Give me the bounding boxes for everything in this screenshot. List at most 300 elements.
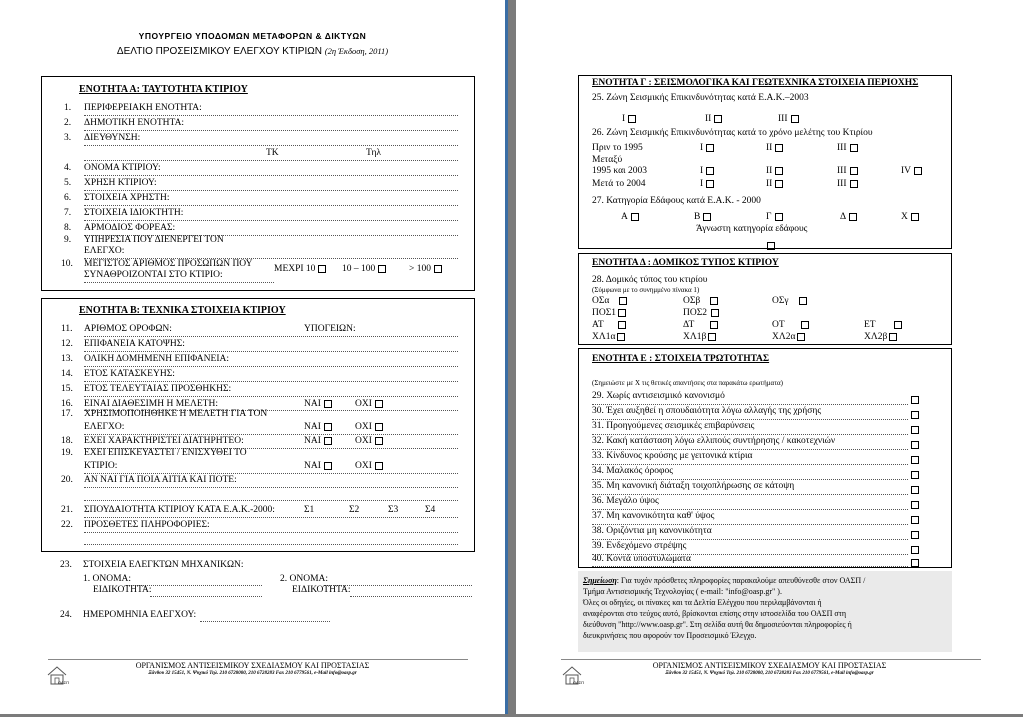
vuln-item-label: 40. Κοντά υποστυλώματα: [592, 554, 691, 564]
section-e-note: (Σημειώστε με Χ τις θετικές απαντήσεις στα παρακάτω ερωτήματα): [592, 379, 784, 387]
checkbox[interactable]: [911, 559, 919, 567]
type-label: ΕΤ: [864, 320, 876, 330]
postal-code-label: ΤΚ: [266, 148, 279, 158]
max-persons-label-2: ΣΥΝΑΘΡΟΙΖΟΝΤΑΙ ΣΤΟ ΚΤΙΡΙΟ:: [84, 270, 223, 280]
q28-note: (Σύμφωνα με το συνημμένο πίνακα 1): [592, 286, 700, 294]
soil-option: [901, 212, 919, 222]
checkbox[interactable]: [911, 441, 919, 449]
checkbox[interactable]: [911, 411, 919, 419]
yes-option: [304, 461, 332, 471]
building-name-field[interactable]: [84, 175, 458, 176]
inspection-date-label: ΗΜΕΡΟΜΗΝΙΑ ΕΛΕΓΧΟΥ:: [83, 610, 197, 620]
section-g-title: ΕΝΟΤΗΤΑ Γ : ΣΕΙΣΜΟΛΟΓΙΚΑ ΚΑΙ ΓΕΩΤΕΧΝΙΚΑ ΣΤΟΙΧΕΙΑ ΠΕΡΙΟΧΗΣ: [592, 78, 919, 88]
item-number: 23.: [60, 560, 72, 570]
type-label: ΔΤ: [683, 320, 695, 330]
row-divider: [592, 479, 908, 480]
postal-phone-field[interactable]: [84, 160, 458, 161]
zone-option: [766, 143, 783, 153]
checkbox[interactable]: [911, 456, 919, 464]
row-divider: [592, 434, 908, 435]
no-option: [355, 422, 383, 432]
zone-option: [837, 166, 858, 176]
zone-option: [622, 114, 636, 124]
checkbox[interactable]: [911, 396, 919, 404]
vuln-item-33: [592, 451, 752, 461]
row-divider: [592, 509, 908, 510]
item-number: 16.: [61, 399, 73, 409]
vuln-item-32: [592, 436, 835, 446]
municipality-field[interactable]: [84, 130, 458, 131]
yes-option: [304, 399, 332, 409]
zone-option: [700, 166, 714, 176]
checkbox[interactable]: [894, 321, 902, 329]
no-label: ΟΧΙ: [355, 436, 372, 446]
type-label: ΟΤ: [772, 320, 785, 330]
item-number: 4.: [64, 163, 72, 173]
zone-option: [766, 179, 783, 189]
type-option: [683, 320, 718, 330]
yes-option: [304, 436, 332, 446]
checkbox[interactable]: [375, 423, 383, 431]
item-number: 1.: [64, 103, 72, 113]
checkbox[interactable]: [911, 213, 919, 221]
item-number: 8.: [64, 223, 72, 233]
zone-label: Ι: [700, 179, 704, 189]
repair-reason-label: ΑΝ ΝΑΙ ΓΙΑ ΠΟΙΑ ΑΙΤΙΑ ΚΑΙ ΠΟΤΕ:: [84, 475, 237, 485]
total-area-field[interactable]: [84, 366, 458, 367]
type-label: ΧΛ2β: [864, 332, 888, 342]
checkbox[interactable]: [628, 115, 636, 123]
item-number: 3.: [64, 133, 72, 143]
form-title-text: ΔΕΛΤΙΟ ΠΡΟΣΕΙΣΜΙΚΟΥ ΕΛΕΓΧΟΥ ΚΤΙΡΙΩΝ: [116, 46, 322, 57]
total-area-label: ΟΛΙΚΗ ΔΟΜΗΜΕΝΗ ΕΠΙΦΑΝΕΙΑ:: [84, 354, 229, 364]
zone-label: Ι: [700, 166, 704, 176]
note-line-6: διευκρινήσεις που αφορούν τον Προσεισμικό Έλεγχο.: [583, 631, 757, 640]
1995-2003-label: 1995 και 2003: [592, 166, 647, 176]
address-label: ΔΙΕΥΘΥΝΣΗ:: [84, 133, 141, 143]
type-label: ΧΛ2α: [772, 332, 796, 342]
vuln-item-label: 30. Έχει αυξηθεί η σπουδαιότητα λόγω αλλαγής της χρήσης: [592, 406, 822, 416]
checkbox[interactable]: [714, 115, 722, 123]
yes-label: ΝΑΙ: [304, 436, 321, 446]
checkbox[interactable]: [850, 180, 858, 188]
section-e-title: ΕΝΟΤΗΤΑ Ε : ΣΤΟΙΧΕΙΑ ΤΡΩΤΟΤΗΤΑΣ: [592, 354, 770, 364]
persons-option-label: 10 – 100: [342, 264, 376, 274]
engineer-1-specialty-label: ΕΙΔΙΚΟΤΗΤΑ:: [93, 585, 152, 595]
checkbox[interactable]: [775, 213, 783, 221]
max-persons-label: ΜΕΓΙΣΤΟΣ ΑΡΙΘΜΟΣ ΠΡΟΣΩΠΩΝ ΠΟΥ: [84, 259, 253, 269]
engineer-2-specialty-field[interactable]: [350, 596, 472, 597]
checkbox[interactable]: [911, 426, 919, 434]
engineer-1-name-label: 1. ΟΝΟΜΑ:: [83, 574, 132, 584]
engineers-label: ΣΤΟΙΧΕΙΑ ΕΛΕΓΚΤΩΝ ΜΗΧΑΝΙΚΩΝ:: [83, 560, 244, 570]
floors-field[interactable]: [84, 336, 458, 337]
type-option: [772, 332, 805, 342]
checkbox[interactable]: [911, 516, 919, 524]
type-option: [592, 296, 627, 306]
repaired-label-2: ΚΤΙΡΙΟ:: [84, 461, 118, 471]
zone-option: [705, 114, 722, 124]
zone-option: [700, 179, 714, 189]
persons-option-10: [274, 264, 326, 274]
checkbox[interactable]: [911, 471, 919, 479]
zone-option: [766, 166, 783, 176]
building-name-label: ΟΝΟΜΑ ΚΤΙΡΙΟΥ:: [84, 163, 161, 173]
vuln-item-label: 29. Χωρίς αντισεισμικό κανονισμό: [592, 391, 725, 401]
vuln-item-35: [592, 481, 794, 491]
checkbox[interactable]: [378, 265, 386, 273]
q27-label: 27. Κατηγορία Εδάφους κατά Ε.Α.Κ. - 2000: [592, 196, 761, 206]
persons-option-over-100: [409, 264, 442, 274]
checkbox[interactable]: [710, 321, 718, 329]
construction-year-label: ΕΤΟΣ ΚΑΤΑΣΚΕΥΗΣ:: [84, 369, 175, 379]
max-persons-field[interactable]: [84, 282, 274, 283]
type-option: [772, 320, 809, 330]
checkbox[interactable]: [911, 501, 919, 509]
owner-info-label: ΣΤΟΙΧΕΙΑ ΙΔΙΟΚΤΗΤΗ:: [84, 208, 184, 218]
soil-label: Β: [694, 212, 701, 222]
zone-option: [837, 179, 858, 189]
type-label: ΟΣβ: [683, 296, 701, 306]
importance-s2[interactable]: Σ2: [349, 505, 360, 515]
study-used-label-2: ΕΛΕΓΧΟ:: [84, 422, 125, 432]
type-option: [864, 320, 902, 330]
importance-s4[interactable]: Σ4: [425, 505, 436, 515]
footer-address: Ξάνθου 32 15451, Ν. Ψυχικό Τηλ. 210 6728000, 210 6728283 Fax 210 6779561, e-Mail info@oasp.gr: [665, 671, 874, 676]
zone-label: ΙΙ: [766, 166, 773, 176]
type-label: ΧΛ1β: [683, 332, 707, 342]
yes-label: ΝΑΙ: [304, 399, 321, 409]
zone-label: ΙΙΙ: [778, 114, 788, 124]
construction-year-field[interactable]: [84, 381, 458, 382]
checkbox[interactable]: [791, 115, 799, 123]
q28-label: 28. Δομικός τύπος του κτιρίου: [592, 275, 708, 285]
item-number: 14.: [61, 369, 73, 379]
type-option: [592, 332, 625, 342]
no-label: ΟΧΙ: [355, 422, 372, 432]
form-title: [0, 46, 505, 57]
before-1995-label: Πριν το 1995: [592, 143, 643, 153]
checkbox[interactable]: [324, 400, 332, 408]
no-option: [355, 436, 383, 446]
type-option: [683, 308, 719, 318]
phone-label: Τηλ: [366, 148, 382, 158]
no-label: ΟΧΙ: [355, 461, 372, 471]
row-divider: [592, 419, 908, 420]
vuln-item-label: 31. Προηγούμενες σεισμικές επιβαρύνσεις: [592, 421, 755, 431]
type-label: ΠΟΣ1: [592, 308, 617, 318]
type-option: [592, 308, 626, 318]
inspection-service-label: ΥΠΗΡΕΣΙΑ ΠΟΥ ΔΙΕΝΕΡΓΕΙ ΤΟΝ: [84, 235, 224, 245]
footer-address: Ξάνθου 32 15451, Ν. Ψυχικό Τηλ. 210 6728000, 210 6728283 Fax 210 6779561, e-Mail info@oasp.gr: [148, 671, 357, 676]
vuln-item-31: [592, 421, 754, 431]
vuln-item-label: 34. Μαλακός όροφος: [592, 466, 673, 476]
checkbox[interactable]: [797, 333, 805, 341]
address-field[interactable]: [84, 145, 458, 146]
vuln-item-29: [592, 391, 725, 401]
user-info-label: ΣΤΟΙΧΕΙΑ ΧΡΗΣΤΗ:: [84, 193, 170, 203]
basements-label: ΥΠΟΓΕΙΩΝ:: [304, 324, 356, 334]
checkbox[interactable]: [375, 462, 383, 470]
zone-option: [778, 114, 799, 124]
checkbox[interactable]: [375, 437, 383, 445]
repair-reason-field-2[interactable]: [84, 500, 458, 501]
inspection-service-label-2: ΕΛΕΓΧΟ:: [84, 246, 125, 256]
item-number: 10.: [61, 259, 73, 269]
checkbox[interactable]: [767, 242, 775, 250]
authority-label: ΑΡΜΟΔΙΟΣ ΦΟΡΕΑΣ:: [84, 223, 176, 233]
type-option: [592, 320, 626, 330]
checkbox[interactable]: [618, 309, 626, 317]
checkbox[interactable]: [911, 486, 919, 494]
type-label: ΑΤ: [592, 320, 604, 330]
checkbox[interactable]: [775, 144, 783, 152]
item-number: 17.: [61, 409, 73, 419]
checkbox[interactable]: [711, 309, 719, 317]
zone-label: ΙΙΙ: [837, 179, 847, 189]
section-b: [41, 298, 475, 552]
note-box: [578, 571, 952, 652]
row-divider: [592, 404, 908, 405]
logo-text: ΟΑΣΠ: [573, 680, 585, 685]
section-a-title: ΕΝΟΤΗΤΑ Α: ΤΑΥΤΟΤΗΤΑ ΚΤΙΡΙΟΥ: [79, 84, 248, 95]
plan-area-field[interactable]: [84, 351, 458, 352]
checkbox[interactable]: [324, 462, 332, 470]
form-page-2: [516, 0, 1023, 714]
form-page-1: [0, 0, 508, 714]
engineer-2-specialty-label: ΕΙΔΙΚΟΤΗΤΑ:: [292, 585, 351, 595]
additional-info-field-2[interactable]: [84, 544, 458, 545]
last-addition-field[interactable]: [84, 396, 458, 397]
yes-label: ΝΑΙ: [304, 422, 321, 432]
row-divider: [592, 464, 908, 465]
zone-label: ΙΙ: [766, 143, 773, 153]
persons-option-label: > 100: [409, 264, 431, 274]
vuln-item-38: [592, 526, 712, 536]
between-label: Μεταξύ: [592, 155, 623, 165]
section-g: [578, 75, 952, 249]
logo-text: ΟΑΣΠ: [58, 680, 70, 685]
type-label: ΧΛ1α: [592, 332, 616, 342]
zone-label: Ι: [700, 143, 704, 153]
user-info-field[interactable]: [84, 205, 458, 206]
row-divider: [592, 524, 908, 525]
item-number: 12.: [61, 339, 73, 349]
persons-option-100: [342, 264, 386, 274]
checkbox[interactable]: [706, 180, 714, 188]
vuln-item-37: [592, 511, 714, 521]
item-number: 24.: [60, 610, 72, 620]
vuln-item-label: 32. Κακή κατάσταση λόγω ελλιπούς συντήρησης / κακοτεχνιών: [592, 436, 836, 446]
checkbox[interactable]: [618, 321, 626, 329]
item-number: 11.: [61, 324, 73, 334]
additional-info-field[interactable]: [84, 532, 458, 533]
item-number: 19.: [61, 448, 73, 458]
item-number: 18.: [61, 436, 73, 446]
type-label: ΠΟΣ2: [683, 308, 708, 318]
zone-option: [901, 166, 922, 176]
vuln-item-40-checkbox: [908, 554, 919, 572]
checkbox[interactable]: [911, 531, 919, 539]
study-used-label: ΧΡΗΣΙΜΟΠΟΙΗΘΗΚΕ Η ΜΕΛΕΤΗ ΓΙΑ ΤΟΝ: [84, 409, 268, 419]
zone-label: ΙΙΙ: [837, 143, 847, 153]
engineer-2-name-label: 2. ΟΝΟΜΑ:: [280, 574, 329, 584]
importance-line: [84, 517, 458, 518]
checkbox[interactable]: [703, 213, 711, 221]
note-line-5: διεύθυνση "http://www.oasp.gr". Στη σελίδα αυτή θα δημοσιεύονται πληροφορίες ή: [583, 620, 852, 629]
yes-label: ΝΑΙ: [304, 461, 321, 471]
item-number: 13.: [61, 354, 73, 364]
owner-info-field[interactable]: [84, 220, 458, 221]
item-number: 20.: [61, 475, 73, 485]
engineer-1-specialty-field[interactable]: [150, 596, 262, 597]
item-number: 6.: [64, 193, 72, 203]
no-label: ΟΧΙ: [355, 399, 372, 409]
checkbox[interactable]: [375, 400, 383, 408]
soil-option: [766, 212, 783, 222]
checkbox[interactable]: [850, 144, 858, 152]
after-2004-label: Μετά το 2004: [592, 179, 646, 189]
item-number: 2.: [64, 118, 72, 128]
section-a: [41, 76, 475, 291]
checkbox[interactable]: [710, 297, 718, 305]
checkbox[interactable]: [324, 437, 332, 445]
zone-label: Ι: [622, 114, 626, 124]
note-line-2: Τμήμα Αντισεισμικής Τεχνολογίας ( e-mail: "info@oasp.gr" ).: [583, 587, 782, 596]
vuln-item-40: [592, 554, 691, 564]
row-divider: [592, 449, 908, 450]
item-number: 5.: [64, 178, 72, 188]
item-number: 21.: [61, 505, 73, 515]
soil-label: Χ: [901, 212, 908, 222]
footer-divider: [561, 659, 981, 660]
footer-divider: [48, 659, 468, 660]
building-use-field[interactable]: [84, 190, 458, 191]
row-divider: [592, 566, 908, 567]
item-number: 9.: [64, 235, 72, 245]
checkbox[interactable]: [617, 333, 625, 341]
floors-label: ΑΡΙΘΜΟΣ ΟΡΟΦΩΝ:: [84, 324, 172, 334]
zone-label: ΙΙΙ: [837, 166, 847, 176]
checkbox[interactable]: [318, 265, 326, 273]
note-line-1: [583, 575, 947, 586]
type-label: ΟΣγ: [772, 296, 789, 306]
zone-label: ΙΙ: [766, 179, 773, 189]
vuln-item-label: 33. Κίνδυνος κρούσης με γειτονικά κτίρια: [592, 451, 753, 461]
importance-label: ΣΠΟΥΔΑΙΟΤΗΤΑ ΚΤΙΡΙΟΥ ΚΑΤΑ Ε.Α.Κ.-2000:: [84, 505, 275, 515]
checkbox[interactable]: [850, 167, 858, 175]
q25-label: 25. Ζώνη Σεισμικής Επικινδυνότητας κατά Ε.Α.Κ.–2003: [592, 93, 809, 103]
item-number: 15.: [61, 384, 73, 394]
q26-label: 26. Ζώνη Σεισμικής Επικινδυνότητας κατά το χρόνο μελέτης του Κτιρίου: [592, 128, 873, 138]
checkbox[interactable]: [434, 265, 442, 273]
note-line-3: Όλες οι οδηγίες, οι πίνακες και τα Δελτία Ελέγχου που περιλαμβάνονται ή: [583, 598, 822, 607]
type-label: ΟΣα: [592, 296, 610, 306]
importance-s3[interactable]: Σ3: [388, 505, 399, 515]
ministry-heading: ΥΠΟΥΡΓΕΙΟ ΥΠΟΔΟΜΩΝ ΜΕΤΑΦΟΡΩΝ & ΔΙΚΤΥΩΝ: [138, 31, 367, 41]
vuln-item-label: 37. Μη κανονικότητα καθ' ύψος: [592, 511, 715, 521]
note-line-4: αναφέρονται στο τεύχος αυτό, βρίσκονται επίσης στην ιστοσελίδα του ΟΑΣΠ στη: [583, 609, 847, 618]
footer-org: ΟΡΓΑΝΙΣΜΟΣ ΑΝΤΙΣΕΙΣΜΙΚΟΥ ΣΧΕΔΙΑΣΜΟΥ ΚΑΙ ΠΡΟΣΤΑΣΙΑΣ: [652, 661, 887, 670]
note-text: : Για τυχόν πρόσθετες πληροφορίες παρακαλούμε απευθύνεσθε στον ΟΑΣΠ /: [616, 576, 866, 585]
persons-option-label: ΜΕΧΡΙ 10: [274, 264, 316, 274]
checkbox[interactable]: [889, 333, 897, 341]
study-used-line: [84, 434, 458, 435]
zone-label: IV: [901, 166, 912, 176]
checkbox[interactable]: [324, 423, 332, 431]
repaired-label: ΕΧΕΙ ΕΠΙΣΚΕΥΑΣΤΕΙ / ΕΝΙΣΧΥΘΕΙ ΤΟ: [84, 448, 247, 458]
checkbox[interactable]: [914, 167, 922, 175]
section-b-title: ΕΝΟΤΗΤΑ Β: ΤΕΧΝΙΚΑ ΣΤΟΙΧΕΙΑ ΚΤΙΡΙΟΥ: [79, 305, 286, 316]
checkbox[interactable]: [799, 297, 807, 305]
checkbox[interactable]: [775, 167, 783, 175]
study-available-label: ΕΙΝΑΙ ΔΙΑΘΕΣΙΜΗ Η ΜΕΛΕΤΗ:: [84, 399, 218, 409]
item-number: 7.: [64, 208, 72, 218]
zone-label: ΙΙ: [705, 114, 712, 124]
type-option: [864, 332, 897, 342]
checkbox[interactable]: [775, 180, 783, 188]
soil-label: Δ: [840, 212, 847, 222]
section-d: [578, 253, 952, 345]
checkbox[interactable]: [619, 297, 627, 305]
type-option: [683, 332, 716, 342]
last-addition-label: ΕΤΟΣ ΤΕΛΕΥΤΑΙΑΣ ΠΡΟΣΘΗΚΗΣ:: [84, 384, 232, 394]
vuln-item-label: 35. Μη κανονική διάταξη τοιχοπλήρωσης σε κάτοψη: [592, 481, 795, 491]
no-option: [355, 399, 383, 409]
edition-label: (2η Έκδοση, 2011): [324, 46, 389, 56]
importance-s1[interactable]: Σ1: [304, 505, 315, 515]
checkbox[interactable]: [631, 213, 639, 221]
unknown-soil-label: Άγνωστη κατηγορία εδάφους: [696, 224, 808, 234]
soil-label: Γ: [766, 212, 772, 222]
section-d-title: ΕΝΟΤΗΤΑ Δ : ΔΟΜΙΚΟΣ ΤΥΠΟΣ ΚΤΙΡΙΟΥ: [592, 258, 779, 268]
region-field[interactable]: [84, 115, 458, 116]
note-label: Σημείωση: [583, 576, 617, 585]
row-divider: [592, 539, 908, 540]
type-option: [772, 296, 807, 306]
checkbox[interactable]: [849, 213, 857, 221]
municipality-label: ΔΗΜΟΤΙΚΗ ΕΝΟΤΗΤΑ:: [84, 118, 185, 128]
soil-option: [621, 212, 639, 222]
row-divider: [592, 494, 908, 495]
inspection-date-field[interactable]: [200, 621, 330, 622]
listed-label: ΕΧΕΙ ΧΑΡΑΚΤΗΡΙΣΤΕΙ ΔΙΑΤΗΡΗΤΕΟ:: [84, 436, 244, 446]
item-number: 22.: [61, 520, 73, 530]
no-option: [355, 461, 383, 471]
plan-area-label: ΕΠΙΦΑΝΕΙΑ ΚΑΤΟΨΗΣ:: [84, 339, 185, 349]
type-option: [683, 296, 718, 306]
vuln-item-label: 36. Μεγάλο ύψος: [592, 496, 659, 506]
vuln-item-36: [592, 496, 659, 506]
vuln-item-label: 39. Ενδεχόμενο στρέψης: [592, 541, 687, 551]
repair-reason-field[interactable]: [84, 487, 458, 488]
vuln-item-30: [592, 406, 821, 416]
additional-info-label: ΠΡΟΣΘΕΤΕΣ ΠΛΗΡΟΦΟΡΙΕΣ:: [84, 520, 210, 530]
zone-option: [837, 143, 858, 153]
footer-org: ΟΡΓΑΝΙΣΜΟΣ ΑΝΤΙΣΕΙΣΜΙΚΟΥ ΣΧΕΔΙΑΣΜΟΥ ΚΑΙ ΠΡΟΣΤΑΣΙΑΣ: [135, 661, 370, 670]
vuln-item-label: 38. Οριζόντια μη κανονικότητα: [592, 526, 712, 536]
building-use-label: ΧΡΗΣΗ ΚΤΙΡΙΟΥ:: [84, 178, 157, 188]
soil-option: [694, 212, 711, 222]
soil-option: [840, 212, 857, 222]
checkbox[interactable]: [706, 167, 714, 175]
checkbox[interactable]: [801, 321, 809, 329]
vuln-item-34: [592, 466, 673, 476]
yes-option: [304, 422, 332, 432]
repaired-line: [84, 473, 458, 474]
checkbox[interactable]: [708, 333, 716, 341]
checkbox[interactable]: [706, 144, 714, 152]
